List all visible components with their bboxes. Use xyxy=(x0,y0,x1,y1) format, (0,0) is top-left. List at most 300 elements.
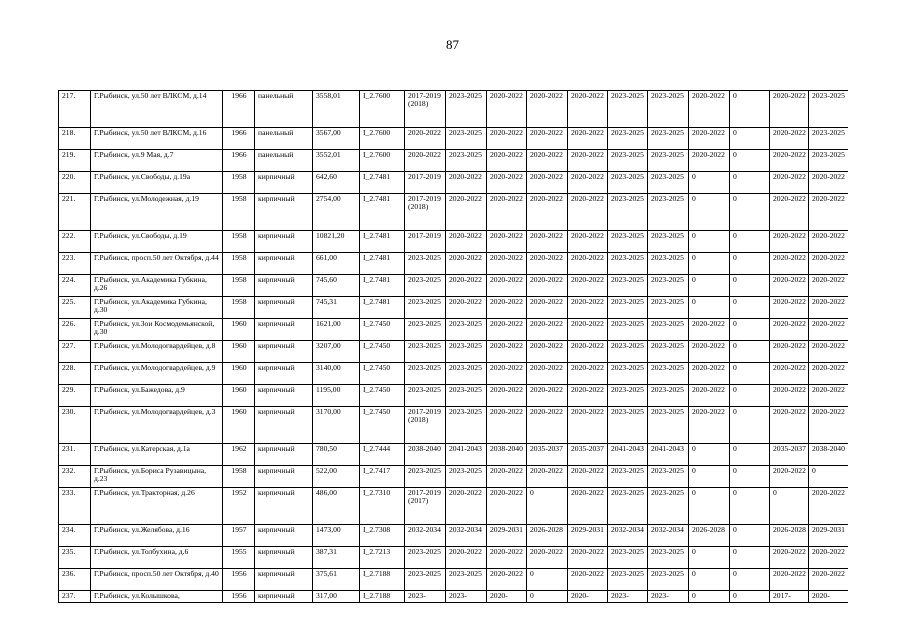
cell-address: Г.Рыбинск, ул.Молодогвардейцев, д.3 xyxy=(91,407,223,444)
cell-wall-material: кирпичный xyxy=(255,569,313,591)
cell-row-number: 221. xyxy=(59,194,91,231)
cell-row-number: 222. xyxy=(59,231,91,253)
cell-period-col-1: 2023-2025 xyxy=(405,253,446,275)
cell-period-col-4: 2020-2022 xyxy=(527,150,568,172)
cell-code: I_2.7481 xyxy=(360,253,405,275)
cell-code: I_2.7481 xyxy=(360,231,405,253)
cell-period-col-10: 2020-2022 xyxy=(770,569,809,591)
cell-period-col-10: 2020-2022 xyxy=(770,128,809,150)
cell-period-col-4: 2026-2028 xyxy=(527,525,568,547)
cell-period-col-8: 0 xyxy=(689,275,730,297)
cell-code: I_2.7600 xyxy=(360,150,405,172)
cell-period-col-4: 2020-2022 xyxy=(527,91,568,128)
cell-period-col-6: 2023-2025 xyxy=(608,253,648,275)
cell-period-col-5: 2020- xyxy=(568,591,608,603)
cell-total-area: 661,00 xyxy=(313,253,360,275)
cell-code: I_2.7188 xyxy=(360,569,405,591)
cell-total-area: 387,31 xyxy=(313,547,360,569)
cell-period-col-1: 2020-2022 xyxy=(405,150,446,172)
cell-period-col-9: 0 xyxy=(730,231,770,253)
cell-wall-material: панельный xyxy=(255,150,313,172)
cell-row-number: 228. xyxy=(59,363,91,385)
cell-address: Г.Рыбинск, ул.Молодогвардейцев, д.8 xyxy=(91,341,223,363)
cell-period-col-5: 2020-2022 xyxy=(568,341,608,363)
table-row xyxy=(59,91,849,128)
cell-period-col-1: 2023-2025 xyxy=(405,319,446,341)
cell-total-area: 375,61 xyxy=(313,569,360,591)
register-table-body xyxy=(59,91,849,603)
cell-period-col-9: 0 xyxy=(730,172,770,194)
cell-wall-material: кирпичный xyxy=(255,591,313,603)
cell-period-col-3: 2020-2022 xyxy=(487,569,527,591)
cell-period-col-8: 2020-2022 xyxy=(689,407,730,444)
cell-period-col-5: 2020-2022 xyxy=(568,91,608,128)
cell-period-col-2: 2023-2025 xyxy=(446,363,487,385)
table-row xyxy=(59,547,849,569)
cell-period-col-2: 2023-2025 xyxy=(446,385,487,407)
cell-wall-material: кирпичный xyxy=(255,407,313,444)
table-row xyxy=(59,319,849,341)
cell-period-col-5: 2029-2031 xyxy=(568,525,608,547)
cell-year-built: 1956 xyxy=(223,591,255,603)
cell-period-col-9: 0 xyxy=(730,363,770,385)
cell-period-col-3: 2020-2022 xyxy=(487,466,527,488)
cell-period-col-8: 0 xyxy=(689,488,730,525)
cell-period-col-3: 2020-2022 xyxy=(487,547,527,569)
cell-wall-material: кирпичный xyxy=(255,385,313,407)
cell-period-col-3: 2020-2022 xyxy=(487,488,527,525)
cell-period-col-11: 2020-2022 xyxy=(809,569,849,591)
table-row xyxy=(59,407,849,444)
cell-period-col-9: 0 xyxy=(730,128,770,150)
cell-period-col-1: 2023-2025 xyxy=(405,341,446,363)
cell-period-col-1: 2017-2019 xyxy=(405,172,446,194)
cell-period-col-10: 2020-2022 xyxy=(770,150,809,172)
cell-period-col-3: 2020-2022 xyxy=(487,275,527,297)
cell-wall-material: панельный xyxy=(255,91,313,128)
cell-period-col-10: 2020-2022 xyxy=(770,363,809,385)
cell-year-built: 1958 xyxy=(223,231,255,253)
cell-period-col-11: 2023-2025 xyxy=(809,128,849,150)
cell-row-number: 223. xyxy=(59,253,91,275)
cell-code: I_2.7213 xyxy=(360,547,405,569)
cell-period-col-4: 2020-2022 xyxy=(527,275,568,297)
cell-address: Г.Рыбинск, ул.9 Мая, д.7 xyxy=(91,150,223,172)
cell-address: Г.Рыбинск, ул.Академика Губкина, д.30 xyxy=(91,297,223,319)
cell-address: Г.Рыбинск, ул.50 лет ВЛКСМ, д.14 xyxy=(91,91,223,128)
cell-period-col-8: 2020-2022 xyxy=(689,319,730,341)
cell-period-col-1: 2023-2025 xyxy=(405,363,446,385)
cell-period-col-7: 2023-2025 xyxy=(648,488,689,525)
cell-period-col-1: 2020-2022 xyxy=(405,128,446,150)
cell-code: I_2.7450 xyxy=(360,341,405,363)
table-row xyxy=(59,172,849,194)
cell-row-number: 220. xyxy=(59,172,91,194)
cell-period-col-6: 2041-2043 xyxy=(608,444,648,466)
cell-year-built: 1966 xyxy=(223,150,255,172)
cell-period-col-3: 2020- xyxy=(487,591,527,603)
cell-period-col-6: 2023-2025 xyxy=(608,297,648,319)
cell-year-built: 1960 xyxy=(223,363,255,385)
cell-total-area: 317,00 xyxy=(313,591,360,603)
cell-period-col-5: 2020-2022 xyxy=(568,231,608,253)
cell-period-col-10: 2020-2022 xyxy=(770,466,809,488)
cell-year-built: 1960 xyxy=(223,385,255,407)
cell-period-col-4: 2035-2037 xyxy=(527,444,568,466)
cell-period-col-1: 2017-2019 (2017) xyxy=(405,488,446,525)
cell-period-col-2: 2020-2022 xyxy=(446,194,487,231)
cell-address: Г.Рыбинск, ул.Катерская, д.1а xyxy=(91,444,223,466)
cell-period-col-10: 2020-2022 xyxy=(770,547,809,569)
cell-period-col-5: 2020-2022 xyxy=(568,363,608,385)
cell-period-col-1: 2023-2025 xyxy=(405,466,446,488)
cell-period-col-9: 0 xyxy=(730,525,770,547)
cell-wall-material: кирпичный xyxy=(255,363,313,385)
cell-period-col-10: 2020-2022 xyxy=(770,231,809,253)
cell-period-col-9: 0 xyxy=(730,297,770,319)
cell-period-col-9: 0 xyxy=(730,591,770,603)
cell-period-col-4: 2020-2022 xyxy=(527,466,568,488)
cell-period-col-2: 2020-2022 xyxy=(446,231,487,253)
cell-address: Г.Рыбинск, ул.Желябова, д.16 xyxy=(91,525,223,547)
cell-total-area: 3558,01 xyxy=(313,91,360,128)
cell-period-col-4: 0 xyxy=(527,488,568,525)
cell-period-col-6: 2023-2025 xyxy=(608,172,648,194)
cell-period-col-11: 2020-2022 xyxy=(809,275,849,297)
cell-period-col-10: 2020-2022 xyxy=(770,297,809,319)
cell-period-col-4: 2020-2022 xyxy=(527,253,568,275)
cell-period-col-4: 2020-2022 xyxy=(527,385,568,407)
cell-code: I_2.7481 xyxy=(360,172,405,194)
cell-period-col-1: 2032-2034 xyxy=(405,525,446,547)
cell-total-area: 486,00 xyxy=(313,488,360,525)
cell-period-col-3: 2020-2022 xyxy=(487,319,527,341)
cell-period-col-8: 2020-2022 xyxy=(689,91,730,128)
cell-period-col-11: 2020-2022 xyxy=(809,407,849,444)
cell-period-col-10: 2020-2022 xyxy=(770,194,809,231)
cell-code: I_2.7308 xyxy=(360,525,405,547)
cell-period-col-8: 2020-2022 xyxy=(689,385,730,407)
table-row xyxy=(59,150,849,172)
cell-period-col-6: 2023- xyxy=(608,591,648,603)
cell-period-col-2: 2020-2022 xyxy=(446,275,487,297)
cell-period-col-10: 2020-2022 xyxy=(770,91,809,128)
cell-period-col-7: 2023-2025 xyxy=(648,253,689,275)
table-row xyxy=(59,385,849,407)
cell-year-built: 1958 xyxy=(223,466,255,488)
cell-period-col-7: 2023-2025 xyxy=(648,128,689,150)
cell-address: Г.Рыбинск, ул.Тракторная, д.26 xyxy=(91,488,223,525)
cell-period-col-6: 2023-2025 xyxy=(608,341,648,363)
cell-code: I_2.7450 xyxy=(360,319,405,341)
cell-period-col-10: 2017- xyxy=(770,591,809,603)
cell-period-col-5: 2035-2037 xyxy=(568,444,608,466)
cell-total-area: 745,60 xyxy=(313,275,360,297)
cell-period-col-1: 2023-2025 xyxy=(405,547,446,569)
cell-period-col-8: 2020-2022 xyxy=(689,150,730,172)
cell-period-col-2: 2023-2025 xyxy=(446,569,487,591)
cell-year-built: 1958 xyxy=(223,194,255,231)
table-row xyxy=(59,297,849,319)
table-row xyxy=(59,341,849,363)
cell-year-built: 1955 xyxy=(223,547,255,569)
cell-total-area: 3567,00 xyxy=(313,128,360,150)
cell-wall-material: кирпичный xyxy=(255,231,313,253)
cell-address: Г.Рыбинск, ул.Зои Космодемьянской, д.30 xyxy=(91,319,223,341)
cell-period-col-3: 2020-2022 xyxy=(487,231,527,253)
cell-period-col-5: 2020-2022 xyxy=(568,253,608,275)
cell-period-col-7: 2023-2025 xyxy=(648,466,689,488)
cell-period-col-7: 2023-2025 xyxy=(648,150,689,172)
cell-code: I_2.7310 xyxy=(360,488,405,525)
cell-year-built: 1966 xyxy=(223,128,255,150)
cell-period-col-5: 2020-2022 xyxy=(568,547,608,569)
cell-period-col-7: 2023-2025 xyxy=(648,275,689,297)
cell-period-col-3: 2020-2022 xyxy=(487,253,527,275)
table-row xyxy=(59,591,849,603)
cell-period-col-8: 2020-2022 xyxy=(689,363,730,385)
cell-period-col-4: 2020-2022 xyxy=(527,297,568,319)
cell-period-col-10: 2020-2022 xyxy=(770,385,809,407)
cell-address: Г.Рыбинск, ул.Молодежная, д.19 xyxy=(91,194,223,231)
cell-period-col-11: 2020-2022 xyxy=(809,253,849,275)
cell-period-col-1: 2017-2019 xyxy=(405,231,446,253)
cell-period-col-9: 0 xyxy=(730,253,770,275)
cell-period-col-11: 2023-2025 xyxy=(809,150,849,172)
cell-period-col-5: 2020-2022 xyxy=(568,297,608,319)
cell-period-col-7: 2023-2025 xyxy=(648,407,689,444)
cell-year-built: 1958 xyxy=(223,172,255,194)
cell-period-col-9: 0 xyxy=(730,275,770,297)
cell-period-col-1: 2023-2025 xyxy=(405,569,446,591)
cell-total-area: 3552,01 xyxy=(313,150,360,172)
cell-address: Г.Рыбинск, ул.Академика Губкина, д.26 xyxy=(91,275,223,297)
cell-year-built: 1960 xyxy=(223,319,255,341)
cell-period-col-9: 0 xyxy=(730,150,770,172)
cell-total-area: 3170,00 xyxy=(313,407,360,444)
cell-period-col-1: 2017-2019 (2018) xyxy=(405,91,446,128)
cell-period-col-10: 2035-2037 xyxy=(770,444,809,466)
cell-period-col-3: 2020-2022 xyxy=(487,91,527,128)
cell-period-col-11: 2020-2022 xyxy=(809,231,849,253)
table-row xyxy=(59,231,849,253)
cell-total-area: 745,31 xyxy=(313,297,360,319)
cell-period-col-7: 2023-2025 xyxy=(648,172,689,194)
cell-period-col-4: 2020-2022 xyxy=(527,341,568,363)
cell-period-col-11: 2020-2022 xyxy=(809,385,849,407)
cell-period-col-5: 2020-2022 xyxy=(568,569,608,591)
cell-period-col-9: 0 xyxy=(730,407,770,444)
cell-period-col-8: 0 xyxy=(689,547,730,569)
cell-period-col-9: 0 xyxy=(730,341,770,363)
cell-period-col-11: 2020-2022 xyxy=(809,172,849,194)
cell-year-built: 1952 xyxy=(223,488,255,525)
cell-period-col-8: 0 xyxy=(689,253,730,275)
cell-address: Г.Рыбинск, просп.50 лет Октября, д.40 xyxy=(91,569,223,591)
cell-wall-material: кирпичный xyxy=(255,253,313,275)
cell-code: I_2.7417 xyxy=(360,466,405,488)
cell-wall-material: кирпичный xyxy=(255,297,313,319)
cell-period-col-8: 0 xyxy=(689,194,730,231)
cell-period-col-8: 2020-2022 xyxy=(689,128,730,150)
cell-address: Г.Рыбинск, ул.Толбухина, д.6 xyxy=(91,547,223,569)
register-table xyxy=(58,90,848,603)
cell-period-col-7: 2023-2025 xyxy=(648,319,689,341)
cell-period-col-5: 2020-2022 xyxy=(568,407,608,444)
cell-period-col-11: 2020-2022 xyxy=(809,319,849,341)
cell-period-col-6: 2023-2025 xyxy=(608,319,648,341)
cell-period-col-7: 2032-2034 xyxy=(648,525,689,547)
cell-wall-material: кирпичный xyxy=(255,466,313,488)
cell-period-col-5: 2020-2022 xyxy=(568,319,608,341)
cell-wall-material: панельный xyxy=(255,128,313,150)
cell-period-col-9: 0 xyxy=(730,444,770,466)
cell-period-col-10: 2026-2028 xyxy=(770,525,809,547)
cell-period-col-5: 2020-2022 xyxy=(568,385,608,407)
cell-period-col-11: 2020-2022 xyxy=(809,297,849,319)
cell-row-number: 234. xyxy=(59,525,91,547)
cell-period-col-9: 0 xyxy=(730,91,770,128)
cell-address: Г.Рыбинск, ул.Свободы, д.19а xyxy=(91,172,223,194)
cell-code: I_2.7444 xyxy=(360,444,405,466)
cell-total-area: 1621,00 xyxy=(313,319,360,341)
cell-period-col-2: 2023- xyxy=(446,591,487,603)
cell-period-col-6: 2023-2025 xyxy=(608,363,648,385)
cell-address: Г.Рыбинск, ул.Бориса Рузавицына, д.23 xyxy=(91,466,223,488)
cell-code: I_2.7450 xyxy=(360,407,405,444)
cell-wall-material: кирпичный xyxy=(255,547,313,569)
cell-period-col-7: 2023-2025 xyxy=(648,363,689,385)
cell-code: I_2.7600 xyxy=(360,128,405,150)
cell-period-col-1: 2017-2019 (2018) xyxy=(405,194,446,231)
cell-period-col-6: 2023-2025 xyxy=(608,150,648,172)
cell-period-col-11: 0 xyxy=(809,466,849,488)
cell-period-col-6: 2023-2025 xyxy=(608,385,648,407)
cell-period-col-3: 2020-2022 xyxy=(487,407,527,444)
cell-row-number: 219. xyxy=(59,150,91,172)
cell-period-col-4: 2020-2022 xyxy=(527,407,568,444)
cell-period-col-4: 0 xyxy=(527,591,568,603)
cell-period-col-4: 2020-2022 xyxy=(527,363,568,385)
cell-address: Г.Рыбинск, ул.Колышкова, xyxy=(91,591,223,603)
cell-period-col-10: 2020-2022 xyxy=(770,172,809,194)
cell-period-col-2: 2020-2022 xyxy=(446,297,487,319)
cell-period-col-1: 2038-2040 xyxy=(405,444,446,466)
cell-period-col-6: 2023-2025 xyxy=(608,547,648,569)
cell-period-col-1: 2023-2025 xyxy=(405,385,446,407)
cell-period-col-9: 0 xyxy=(730,385,770,407)
cell-period-col-7: 2023-2025 xyxy=(648,231,689,253)
cell-period-col-9: 0 xyxy=(730,194,770,231)
cell-period-col-7: 2041-2043 xyxy=(648,444,689,466)
cell-period-col-5: 2020-2022 xyxy=(568,194,608,231)
cell-period-col-6: 2023-2025 xyxy=(608,488,648,525)
cell-period-col-5: 2020-2022 xyxy=(568,275,608,297)
cell-row-number: 227. xyxy=(59,341,91,363)
cell-period-col-6: 2023-2025 xyxy=(608,407,648,444)
cell-code: I_2.7450 xyxy=(360,385,405,407)
cell-period-col-6: 2023-2025 xyxy=(608,466,648,488)
cell-period-col-3: 2038-2040 xyxy=(487,444,527,466)
cell-wall-material: кирпичный xyxy=(255,172,313,194)
cell-period-col-10: 0 xyxy=(770,488,809,525)
cell-period-col-4: 2020-2022 xyxy=(527,547,568,569)
cell-period-col-6: 2023-2025 xyxy=(608,128,648,150)
cell-period-col-1: 2023- xyxy=(405,591,446,603)
cell-period-col-2: 2032-2034 xyxy=(446,525,487,547)
cell-total-area: 3140,00 xyxy=(313,363,360,385)
cell-row-number: 218. xyxy=(59,128,91,150)
cell-total-area: 1473,00 xyxy=(313,525,360,547)
table-row xyxy=(59,569,849,591)
table-row xyxy=(59,466,849,488)
table-row xyxy=(59,444,849,466)
cell-row-number: 224. xyxy=(59,275,91,297)
cell-period-col-3: 2020-2022 xyxy=(487,172,527,194)
cell-wall-material: кирпичный xyxy=(255,319,313,341)
cell-period-col-7: 2023-2025 xyxy=(648,194,689,231)
cell-period-col-9: 0 xyxy=(730,466,770,488)
cell-period-col-4: 2020-2022 xyxy=(527,231,568,253)
cell-period-col-10: 2020-2022 xyxy=(770,341,809,363)
cell-row-number: 233. xyxy=(59,488,91,525)
cell-total-area: 10821,20 xyxy=(313,231,360,253)
cell-period-col-1: 2023-2025 xyxy=(405,275,446,297)
cell-period-col-2: 2023-2025 xyxy=(446,128,487,150)
cell-period-col-8: 0 xyxy=(689,172,730,194)
cell-row-number: 226. xyxy=(59,319,91,341)
cell-period-col-11: 2020-2022 xyxy=(809,488,849,525)
cell-period-col-6: 2023-2025 xyxy=(608,194,648,231)
cell-total-area: 522,00 xyxy=(313,466,360,488)
page-number: 87 xyxy=(446,37,459,52)
cell-period-col-8: 0 xyxy=(689,591,730,603)
cell-address: Г.Рыбинск, ул.Свободы, д.19 xyxy=(91,231,223,253)
cell-wall-material: кирпичный xyxy=(255,444,313,466)
cell-period-col-11: 2023-2025 xyxy=(809,91,849,128)
cell-period-col-7: 2023-2025 xyxy=(648,385,689,407)
cell-period-col-7: 2023-2025 xyxy=(648,547,689,569)
cell-period-col-3: 2020-2022 xyxy=(487,341,527,363)
cell-period-col-4: 2020-2022 xyxy=(527,319,568,341)
cell-period-col-11: 2020-2022 xyxy=(809,547,849,569)
cell-period-col-9: 0 xyxy=(730,547,770,569)
cell-wall-material: кирпичный xyxy=(255,194,313,231)
cell-period-col-9: 0 xyxy=(730,488,770,525)
cell-year-built: 1958 xyxy=(223,253,255,275)
cell-address: Г.Рыбинск, ул.Молодогвардейцев, д.9 xyxy=(91,363,223,385)
cell-address: Г.Рыбинск, ул.50 лет ВЛКСМ, д.16 xyxy=(91,128,223,150)
cell-period-col-6: 2032-2034 xyxy=(608,525,648,547)
cell-period-col-2: 2023-2025 xyxy=(446,150,487,172)
cell-period-col-3: 2020-2022 xyxy=(487,363,527,385)
cell-period-col-2: 2023-2025 xyxy=(446,466,487,488)
register-table-container xyxy=(58,90,848,604)
cell-period-col-5: 2020-2022 xyxy=(568,488,608,525)
cell-total-area: 642,60 xyxy=(313,172,360,194)
table-row xyxy=(59,194,849,231)
cell-year-built: 1956 xyxy=(223,569,255,591)
cell-period-col-5: 2020-2022 xyxy=(568,150,608,172)
cell-year-built: 1958 xyxy=(223,275,255,297)
cell-year-built: 1960 xyxy=(223,407,255,444)
cell-year-built: 1962 xyxy=(223,444,255,466)
cell-wall-material: кирпичный xyxy=(255,341,313,363)
cell-year-built: 1957 xyxy=(223,525,255,547)
cell-period-col-3: 2020-2022 xyxy=(487,297,527,319)
cell-row-number: 235. xyxy=(59,547,91,569)
cell-code: I_2.7450 xyxy=(360,363,405,385)
